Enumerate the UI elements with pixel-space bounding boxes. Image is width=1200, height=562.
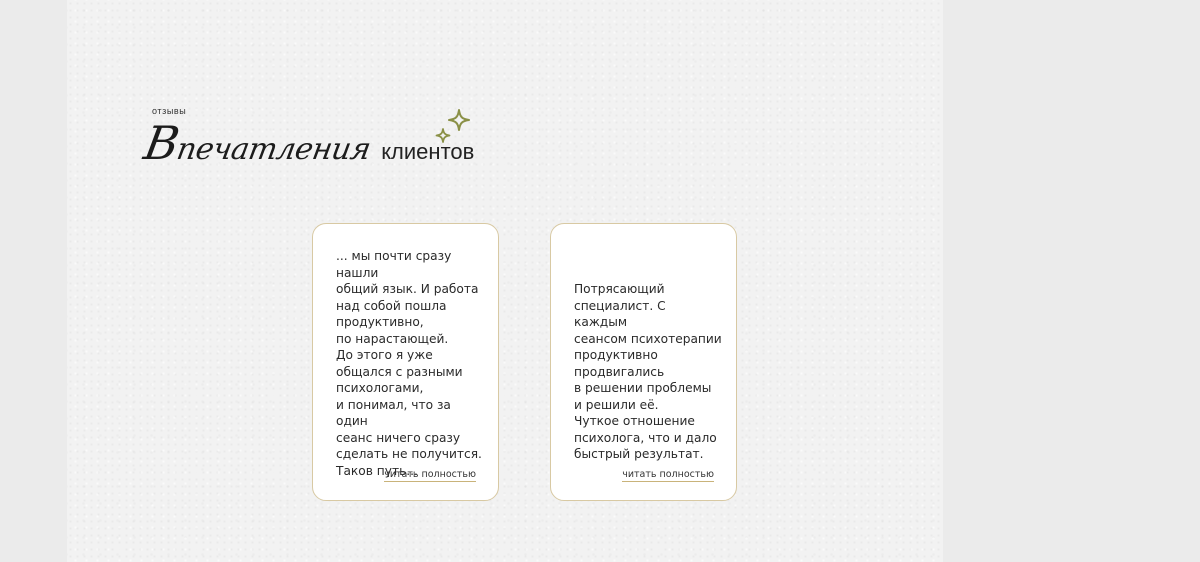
section-title-script: Впечатления xyxy=(140,116,374,170)
read-more-link[interactable]: читать полностью xyxy=(384,469,476,480)
section-eyebrow: отзывы xyxy=(152,106,187,116)
section-title xyxy=(140,116,475,176)
review-card xyxy=(312,223,499,501)
review-text: Потрясающий специалист. С каждым сеансом психотерапии продуктивно продвигались в решении проблемы и решили её. Чуткое отношение психолога, что и дало быстрый результат. xyxy=(574,282,722,461)
reviews-section xyxy=(67,0,943,562)
section-title-plain: клиентов xyxy=(381,139,475,164)
sparkle-stars-icon xyxy=(431,108,473,150)
review-card xyxy=(550,223,737,501)
read-more-link[interactable]: читать полностью xyxy=(622,469,714,480)
review-text: ... мы почти сразу нашли общий язык. И работа над собой пошла продуктивно, по нарастающей. До этого я уже общался с разными психологами, и понимал, что за один сеанс ничего сразу сделать не получится. Таков путь... xyxy=(336,249,482,478)
